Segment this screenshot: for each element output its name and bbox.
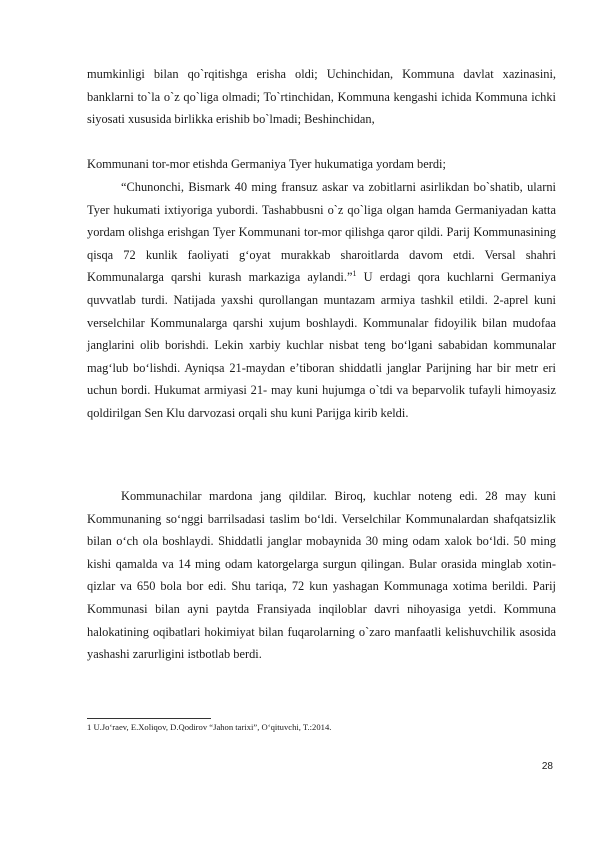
paragraph-3 bbox=[87, 176, 556, 425]
paragraph-4-text: Kommunachilar mardona jang qildilar. Biroq, kuchlar noteng edi. 28 may kuni Kommunaning so‘nggi barrilsadasi taslim bo‘ldi. Verselchilar Kommunalardan shafqatsizlik bilan o‘ch ola boshlaydi. Shiddatli janglar mobaynida 30 ming odam xalok bo‘ldi. 50 ming kishi qamalda va 14 ming odam katorgelarga surgun qilingan. Bular orasida minglab xotin-qizlar va 650 bola bor edi. Shu tariqa, 72 kun yashagan Kommunaga xotima berildi. Parij Kommunasi bilan ayni paytda Fransiyada inqiloblar davri nihoyasiga yetdi. Kommuna halokatining oqibatlari hokimiyat bilan fuqarolarning o`zaro manfaatli kelishuvchilik asosida yashashi zarurligini istbotlab berdi. bbox=[87, 489, 556, 662]
paragraph-1 bbox=[87, 63, 556, 131]
footnote-divider bbox=[87, 718, 211, 719]
paragraph-3-continuation: U erdagi qora kuchlarni Germaniya quvvatlab turdi. Natijada yaxshi qurollangan muntazam armiya tashkil etildi. 2-aprel kuni verselchilar Kommunalarga qarshi xujum boshlaydi. Kommunalar fidoyilik bilan mudofaa janglarini olib borishdi. Lekin xarbiy kuchlar nisbat teng bo‘lgani sababidan kommunalar mag‘lub bo‘lishdi. Ayniqsa 21-maydan e’tiboran shiddatli janglar Parijning har bir metr eri uchun bordi. Hukumat armiyasi 21- may kuni hujumga o`tdi va beparvolik tufayli himoyasiz qoldirilgan Sen Klu darvozasi orqali shu kuni Parijga kirib keldi. bbox=[87, 270, 556, 420]
paragraph-4 bbox=[87, 485, 556, 666]
paragraph-3-text bbox=[87, 176, 556, 425]
footnote-text: 1 U.Jo‘raev, E.Xoliqov, D.Qodirov “Jahon tarixi”, O‘qituvchi, T.:2014. bbox=[87, 722, 332, 732]
page-number: 28 bbox=[541, 761, 553, 772]
paragraph-2 bbox=[87, 153, 556, 176]
paragraph-2-text: Kommunani tor-mor etishda Germaniya Tyer hukumatiga yordam berdi; bbox=[87, 157, 446, 171]
paragraph-1-text: mumkinligi bilan qo`rqitishga erisha oldi; Uchinchidan, Kommuna davlat xazinasini, banklarni to`la o`z qo`liga olmadi; To`rtinchidan, Kommuna kengashi ichida Kommuna ichki siyosati xususida birlikka erishib bo`lmadi; Beshinchidan, bbox=[87, 67, 556, 127]
footnote-reference[interactable]: 1 bbox=[352, 269, 357, 279]
paragraph-3-quote: “Chunonchi, Bismark 40 ming fransuz askar va zobitlarni asirlikdan bo`shatib, ularni Tyer hukumati ixtiyoriga yubordi. Tashabbusni o`z qo`liga olgan hamda Germaniyadan katta yordam olishga erishgan Tyer Kommunani tor-mor qilishga qaror qildi. Parij Kommunasining qisqa 72 kunlik faoliyati g‘oyat murakkab sharoitlarda davom etdi. Versal shahri Kommunalarga qarshi kurash markaziga aylandi.” bbox=[87, 180, 556, 285]
